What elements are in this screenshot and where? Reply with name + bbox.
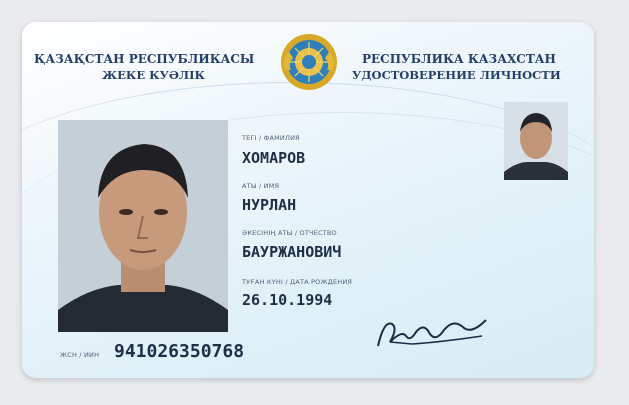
surname-label: ТЕГІ / ФАМИЛИЯ: [242, 134, 300, 142]
signature-icon: [372, 312, 492, 354]
header-right-line1: РЕСПУБЛИКА КАЗАХСТАН: [362, 52, 556, 66]
holder-photo-small: [504, 102, 568, 180]
header-left-line2: ЖЕКЕ КУӘЛІК: [102, 68, 205, 82]
state-emblem-icon: [279, 32, 339, 92]
holder-photo: [58, 120, 228, 332]
dob-value: 26.10.1994: [242, 291, 333, 309]
patronymic-value: БАУРЖАНОВИЧ: [242, 243, 342, 261]
id-card: [22, 22, 594, 378]
patronymic-label: ӘКЕСІНІҢ АТЫ / ОТЧЕСТВО: [242, 229, 337, 237]
surname-value: ХОМАРОВ: [242, 149, 306, 167]
iin-value: 941026350768: [114, 341, 245, 362]
name-label: АТЫ / ИМЯ: [242, 182, 280, 190]
dob-label: ТУҒАН КҮНІ / ДАТА РОЖДЕНИЯ: [242, 278, 353, 286]
iin-label: ЖСН / ИИН: [60, 351, 100, 359]
header-right-line2: УДОСТОВЕРЕНИЕ ЛИЧНОСТИ: [352, 68, 561, 82]
header-left-line1: ҚАЗАҚСТАН РЕСПУБЛИКАСЫ: [34, 52, 255, 66]
name-value: НУРЛАН: [242, 196, 297, 214]
